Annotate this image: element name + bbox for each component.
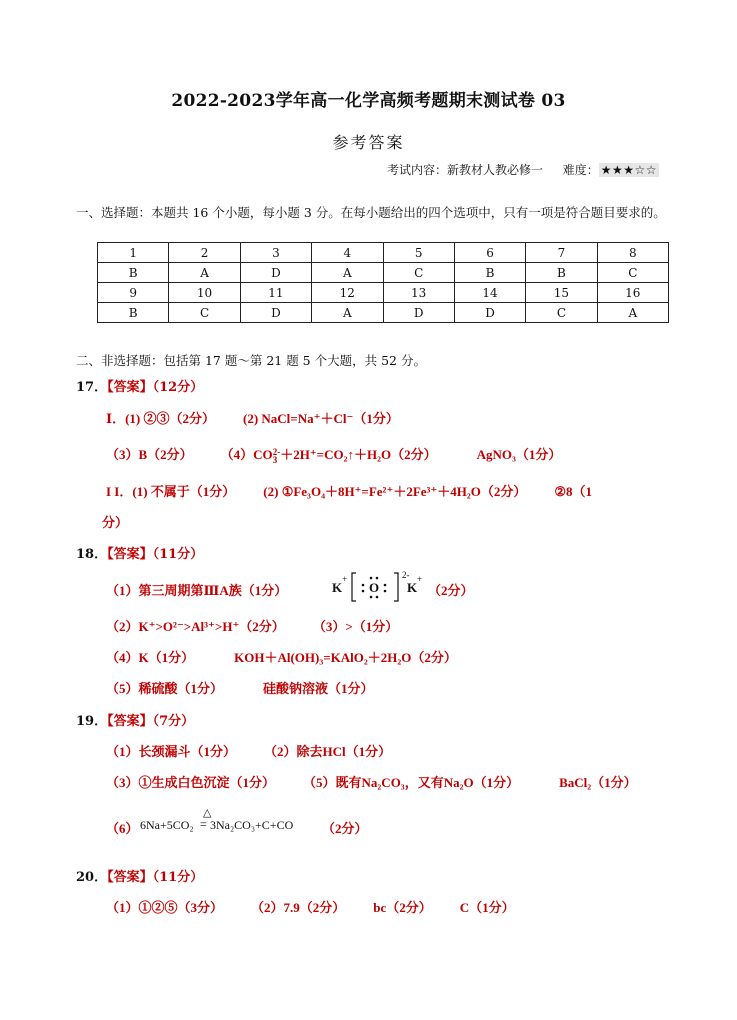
question-number-cell: 4 xyxy=(312,243,383,263)
q20-part-2-c: C（1分） xyxy=(459,900,515,915)
q18-part-5-solution: 硅酸钠溶液（1分） xyxy=(263,681,374,696)
q17-answer-tag: 【答案】 xyxy=(107,380,153,395)
exam-meta xyxy=(387,161,659,178)
q20-part-1: （1）①②⑤（3分） xyxy=(106,900,224,915)
q19-points: （7分） xyxy=(152,714,195,729)
q17-line-1 xyxy=(106,408,399,427)
q17-carbonate-subscript: 3 xyxy=(272,455,278,466)
answer-table-row xyxy=(98,283,669,303)
q18-part-2: （2）K⁺>O²⁻>Al³⁺>H⁺（2分） xyxy=(106,619,285,634)
q17-part-1-2: (2) NaCl=Na⁺＋Cl⁻（1分） xyxy=(243,411,399,426)
q19-part-6-points: （2分） xyxy=(322,821,368,836)
q19-number: 19． xyxy=(76,714,108,729)
question-number-cell: 12 xyxy=(312,283,383,303)
q19-line-2 xyxy=(106,772,637,791)
q19-part-3: （3）①生成白色沉淀（1分） xyxy=(106,775,276,790)
q17-reagent: AgNO₃（1分） xyxy=(476,447,562,462)
q19-part-5: （5）既有Na₂CO₃，又有Na₂O（1分） xyxy=(303,775,520,790)
answer-cell: B xyxy=(454,263,525,283)
q17-part-II-2: (2) ①Fe₃O₄＋8H⁺=Fe²⁺＋2Fe³⁺＋4H₂O（2分） xyxy=(263,484,527,499)
q19-equals-sign: = xyxy=(200,817,207,831)
answer-cell: D xyxy=(383,303,454,323)
q17-number: 17． xyxy=(76,380,108,395)
q19-line-1 xyxy=(106,741,391,760)
question-number-cell: 3 xyxy=(240,243,311,263)
q20-number: 20． xyxy=(76,870,108,885)
q18-part-1: （1）第三周期第ⅢA族（1分） xyxy=(106,583,288,598)
q18-line-4 xyxy=(106,678,374,697)
question-number-cell: 2 xyxy=(169,243,240,263)
answer-cell: D xyxy=(240,303,311,323)
q18-part-4-equation: KOH＋Al(OH)₃=KAlO₂＋2H₂O（2分） xyxy=(234,650,457,665)
q17-part-II-1: I I．(1) 不属于（1分） xyxy=(106,484,236,499)
q20-part-2: （2）7.9（2分） xyxy=(251,900,346,915)
answer-cell: A xyxy=(312,263,383,283)
q18-answer-tag: 【答案】 xyxy=(107,547,153,562)
k-left-symbol: K xyxy=(332,580,343,595)
q18-number: 18． xyxy=(76,547,108,562)
k-right-symbol: K xyxy=(407,580,418,595)
k-left-charge: + xyxy=(342,574,348,584)
difficulty-stars: ★★★☆☆ xyxy=(600,163,657,177)
q19-line-3 xyxy=(106,806,406,838)
q17-line-4: 分） xyxy=(102,515,129,530)
question-number-cell: 14 xyxy=(454,283,525,303)
answer-table-row xyxy=(98,303,669,323)
answer-table xyxy=(97,242,669,323)
q19-part-5-reagent: BaCl₂（1分） xyxy=(559,775,637,790)
q19-equation-left: 6Na+5CO₂ xyxy=(140,818,194,832)
question-number-cell: 15 xyxy=(526,283,597,303)
question-number-cell: 13 xyxy=(383,283,454,303)
q19-part-2: （2）除去HCl（1分） xyxy=(264,744,392,759)
q19-equation-right: 3Na₂CO₃+C+CO xyxy=(210,818,294,832)
answer-table-row xyxy=(98,243,669,263)
answer-cell: D xyxy=(454,303,525,323)
k-right-charge: + xyxy=(417,574,423,584)
answer-cell: B xyxy=(526,263,597,283)
question-number-cell: 5 xyxy=(383,243,454,263)
q20-part-2-b: bc（2分） xyxy=(373,900,432,915)
answer-cell: B xyxy=(98,263,169,283)
question-number-cell: 6 xyxy=(454,243,525,263)
answer-cell: C xyxy=(169,303,240,323)
q18-part-4: （4）K（1分） xyxy=(106,650,195,665)
q17-carbonate-charge: 2- xyxy=(272,447,281,458)
page-subtitle: 参考答案 xyxy=(332,133,405,152)
q18-part-3: （3）>（1分） xyxy=(312,619,399,634)
q17-part-4-post: ＋2H⁺=CO₂↑＋H₂O（2分） xyxy=(280,447,437,462)
q17-part-1-1: Ⅰ．(1) ②③（2分） xyxy=(106,411,215,426)
q20-points: （11分） xyxy=(152,870,204,885)
answer-cell: C xyxy=(383,263,454,283)
q18-heading xyxy=(76,543,203,562)
answer-cell: A xyxy=(597,303,668,323)
q18-points: （11分） xyxy=(152,547,204,562)
question-number-cell: 11 xyxy=(240,283,311,303)
q18-part-1-points: （2分） xyxy=(428,583,474,598)
q20-line-1 xyxy=(106,897,515,916)
section-one-heading: 一、选择题：本题共 16 个小题，每小题 3 分。在每小题给出的四个选项中，只有一项是符合题目要求的。 xyxy=(76,205,666,220)
question-number-cell: 9 xyxy=(98,283,169,303)
q17-line-2 xyxy=(106,444,561,464)
q20-answer-tag: 【答案】 xyxy=(107,870,153,885)
q20-heading xyxy=(76,866,203,885)
question-number-cell: 16 xyxy=(597,283,668,303)
question-number-cell: 1 xyxy=(98,243,169,263)
oxide-charge: 2- xyxy=(402,570,410,580)
answer-table-row xyxy=(98,263,669,283)
q19-part-6-label: （6） xyxy=(106,821,139,836)
question-number-cell: 7 xyxy=(526,243,597,263)
q18-line-2 xyxy=(106,616,398,635)
difficulty-label: 难度： xyxy=(562,163,599,177)
q17-heading xyxy=(76,376,203,395)
answer-cell: A xyxy=(169,263,240,283)
q19-heading xyxy=(76,710,194,729)
q17-part-4-pre: （4）CO xyxy=(220,447,273,462)
content-value: 新教材人教必修一 xyxy=(447,163,544,177)
q19-answer-tag: 【答案】 xyxy=(107,714,153,729)
answer-cell: A xyxy=(312,303,383,323)
q19-part-1: （1）长颈漏斗（1分） xyxy=(106,744,237,759)
section-two-heading: 二、非选择题：包括第 17 题～第 21 题 5 个大题，共 52 分。 xyxy=(76,353,426,368)
q19-heat-symbol: △ xyxy=(203,807,212,819)
q18-part-5: （5）稀硫酸（1分） xyxy=(106,681,224,696)
content-label: 考试内容： xyxy=(387,163,448,177)
question-number-cell: 8 xyxy=(597,243,668,263)
answer-cell: C xyxy=(597,263,668,283)
answer-cell: B xyxy=(98,303,169,323)
q18-line-3 xyxy=(106,647,457,666)
q17-points: （12分） xyxy=(152,380,204,395)
question-number-cell: 10 xyxy=(169,283,240,303)
q17-part-II-3: ②8（1 xyxy=(554,484,593,499)
q17-part-3: （3）B（2分） xyxy=(106,447,193,462)
answer-cell: D xyxy=(240,263,311,283)
page-title: 2022-2023学年高一化学高频考题期末测试卷 03 xyxy=(171,91,566,111)
q17-line-3 xyxy=(106,481,592,500)
answer-cell: C xyxy=(526,303,597,323)
oxygen-symbol: O xyxy=(369,580,380,595)
